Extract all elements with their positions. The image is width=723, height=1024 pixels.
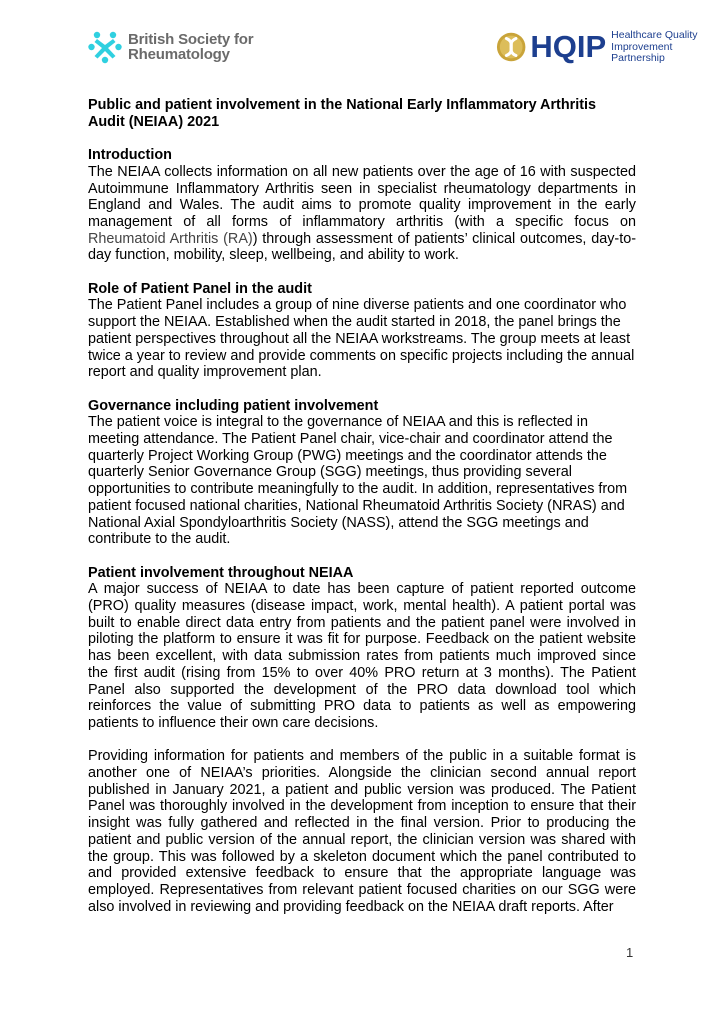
section-paragraph xyxy=(88,164,636,264)
section-paragraph: Providing information for patients and members of the public in a suitable format is another one of NEIAA’s priorities. Alongside the clinician second annual report published in January 2021, a patient and public version was produced. The Patient Panel was thoroughly involved in the development from inception to ensure that their insight was fully gathered and reflected in the final version. Prior to producing the patient and public version of the annual report, the clinician version was shared with the group. This was followed by a skeleton document which the panel contributed to and provided extensive feedback to ensure that the appropriate language was employed. Representatives from relevant patient focused charities on our SGG were also involved in reviewing and providing feedback on the NEIAA draft reports. After xyxy=(88,748,636,915)
section-paragraph: The patient voice is integral to the governance of NEIAA and this is reflected in meeting attendance. The Patient Panel chair, vice-chair and coordinator attend the quarterly Project Working Group (PWG) meetings and the coordinator attends the quarterly Senior Governance Group (SGG) meetings, thus providing several opportunities to contribute meaningfully to the audit. In addition, representatives from patient focused national charities, National Rheumatoid Arthritis Society (NRAS) and National Axial Spondyloarthritis Society (NASS), attend the SGG meetings and contribute to the audit. xyxy=(88,414,628,548)
section-introduction xyxy=(88,147,636,264)
section-patient-involvement xyxy=(88,565,636,916)
hqip-sub-line1: Healthcare Quality xyxy=(611,29,698,41)
hqip-subtitle xyxy=(611,30,723,65)
ra-highlight-text: Rheumatoid Arthritis (RA) xyxy=(88,230,253,247)
section-paragraph: The Patient Panel includes a group of nine diverse patients and one coordinator who support the NEIAA. Established when the audit started in 2018, the panel brings the patient perspectives throughout all the NEIAA workstreams. The group meets at least twice a year to review and provide comments on specific projects including the annual report and quality improvement plan. xyxy=(88,297,635,381)
bsr-wordmark xyxy=(128,32,253,62)
bsr-line2: Rheumatology xyxy=(128,46,230,63)
section-heading: Patient involvement throughout NEIAA xyxy=(88,564,354,581)
section-heading: Governance including patient involvement xyxy=(88,397,379,414)
hqip-logo xyxy=(496,30,723,65)
bsr-line1: British Society for xyxy=(128,31,254,48)
section-heading: Role of Patient Panel in the audit xyxy=(88,280,312,297)
document-body xyxy=(88,97,636,932)
paragraph-text: ) through assessment of patients’ clinical outcomes, day-to-day function, mobility, sleep, wellbeing, and ability to work. xyxy=(88,230,636,264)
hqip-wordmark: HQIP xyxy=(530,29,607,65)
bsr-logo xyxy=(88,30,253,64)
hqip-sub-line2: Improvement Partnership xyxy=(611,40,673,64)
section-governance xyxy=(88,398,636,548)
page-number: 1 xyxy=(626,945,634,960)
document-title: Public and patient involvement in the National Early Inflammatory Arthritis Audit (NEIAA) 2021 xyxy=(88,97,597,130)
bsr-figure-icon xyxy=(88,30,122,64)
hqip-dna-icon xyxy=(496,31,526,63)
section-paragraph: A major success of NEIAA to date has been capture of patient reported outcome (PRO) quality measures (disease impact, work, mental health). A patient portal was built to enable direct data entry from patients and the patient panel were involved in piloting the platform to ensure it was fit for purpose. Feedback on the patient website has been excellent, with data submission rates from patients much improved since the first audit (rising from 15% to over 40% PRO return at 3 months). The Patient Panel also supported the development of the PRO data download tool which reinforces the value of submitting PRO data to patients as well as empowering patients to influence their own care decisions. xyxy=(88,581,636,731)
paragraph-text: The NEIAA collects information on all new patients over the age of 16 with suspected Autoimmune Inflammatory Arthritis seen in specialist rheumatology departments in England and Wales. The audit aims to promote quality improvement in the early management of all forms of inflammatory arthritis (with a specific focus on xyxy=(88,163,636,230)
section-heading: Introduction xyxy=(88,147,172,164)
section-role-of-patient-panel xyxy=(88,281,636,381)
